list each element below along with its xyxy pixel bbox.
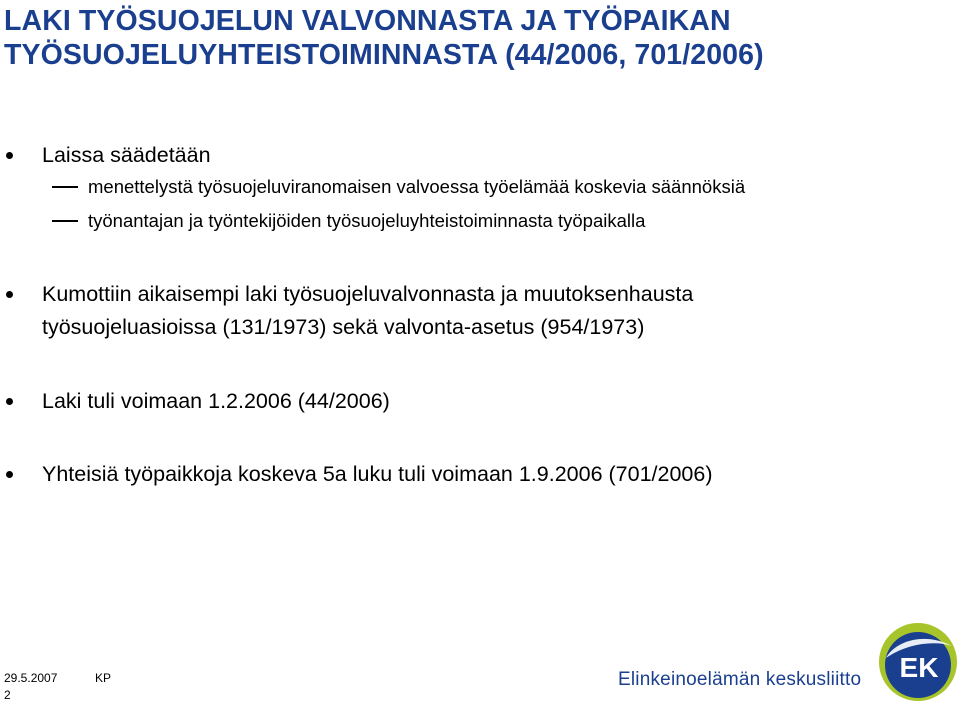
- footer-initials: KP: [95, 671, 112, 685]
- dash-bullet: [52, 220, 78, 222]
- footer-date: 29.5.2007: [4, 671, 58, 685]
- page-number: 2: [4, 688, 11, 702]
- organization-name: Elinkeinoelämän keskusliitto: [618, 669, 862, 690]
- bullet-text-line-2: työsuojeluasioissa (131/1973) sekä valvonta-asetus (954/1973): [42, 315, 645, 339]
- bullet-dot: [6, 471, 13, 478]
- bullet-text: Laki tuli voimaan 1.2.2006 (44/2006): [42, 389, 390, 413]
- bullet-dot: [6, 152, 13, 159]
- sub-item-text: menettelystä työsuojeluviranomaisen valvoessa työelämää koskevia säännöksiä: [88, 176, 746, 197]
- ek-logo-icon: [878, 622, 958, 702]
- slide-title-line-2: TYÖSUOJELUYHTEISTOIMINNASTA (44/2006, 701/2006): [4, 39, 764, 71]
- bullet-text: Laissa säädetään: [42, 143, 211, 167]
- bullet-text-line-1: Kumottiin aikaisempi laki työsuojeluvalvonnasta ja muutoksenhausta: [42, 282, 694, 306]
- slide-title-line-1: LAKI TYÖSUOJELUN VALVONNASTA JA TYÖPAIKAN: [4, 5, 731, 37]
- dash-bullet: [52, 186, 78, 188]
- sub-item-text: työnantajan ja työntekijöiden työsuojeluyhteistoiminnasta työpaikalla: [88, 210, 646, 231]
- logo-text: EK: [899, 652, 939, 683]
- bullet-dot: [6, 398, 13, 405]
- bullet-dot: [6, 291, 13, 298]
- bullet-text: Yhteisiä työpaikkoja koskeva 5a luku tuli voimaan 1.9.2006 (701/2006): [42, 462, 713, 486]
- slide-title: [4, 4, 944, 72]
